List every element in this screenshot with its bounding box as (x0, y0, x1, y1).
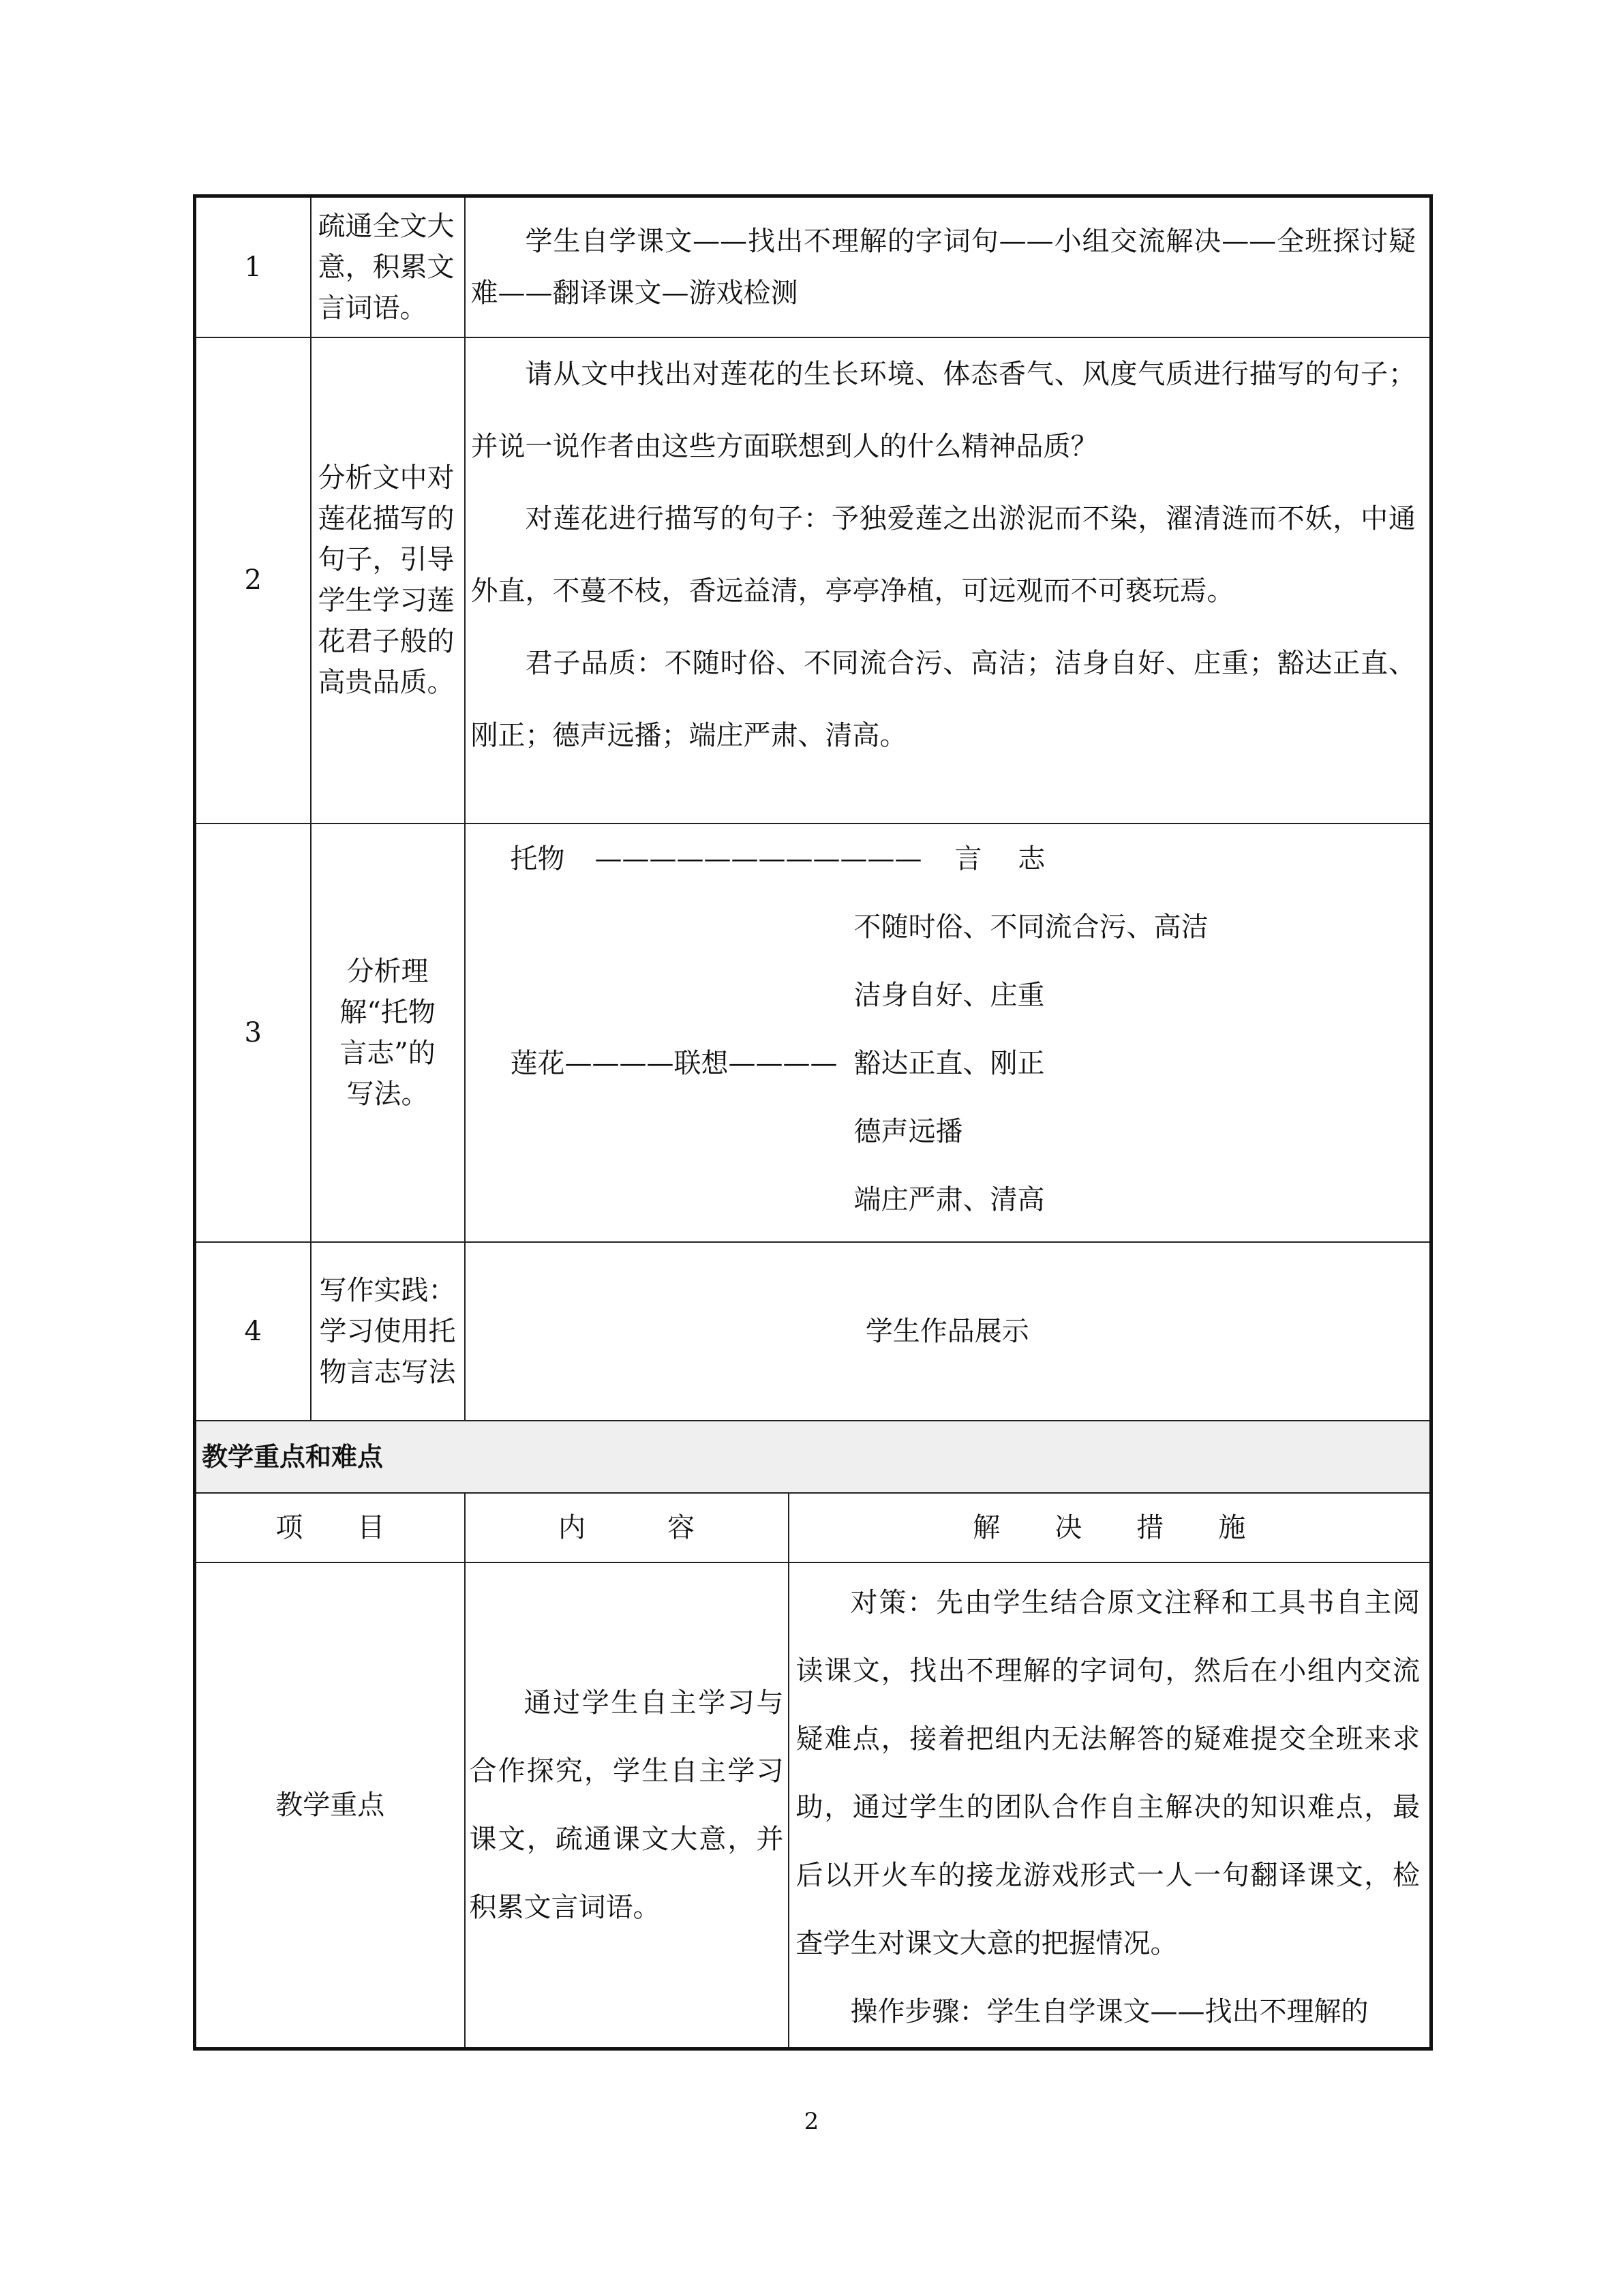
lesson-table (193, 194, 1433, 2051)
content-paragraph: 通过学生自主学习与合作探究，学生自主学习课文，疏通课文大意，并积累文言词语。 (469, 1687, 784, 1923)
measures-paragraph: 操作步骤：学生自学课文——找出不理解的 (850, 1995, 1369, 2027)
section-title: 教学重点和难点 (195, 1421, 1431, 1493)
table-row (195, 1562, 1431, 2049)
section-row (195, 1421, 1431, 1493)
page-number: 2 (804, 2108, 819, 2135)
step-number: 3 (195, 824, 311, 1242)
step-process (465, 824, 1431, 1242)
step-goal: 疏通全文大意，积累文言词语。 (311, 196, 465, 337)
measures-paragraph: 对策：先由学生结合原文注释和工具书自主阅读课文，找出不理解的字词句，然后在小组内交流疑难点，接着把组内无法解答的疑难提交全班来求助，通过学生的团队合作自主解决的知识难点，最后以开火车的接龙游戏形式一人一句翻译课文，检查学生对课文大意的把握情况。 (795, 1586, 1420, 1959)
step-process: 学生作品展示 (465, 1242, 1431, 1421)
step-number: 1 (195, 196, 311, 337)
step-process (465, 196, 1431, 337)
diagram-quality: 端庄严肃、清高 (853, 1184, 1045, 1215)
diagram-quality: 德声远播 (853, 1116, 963, 1147)
process-paragraph: 请从文中找出对莲花的生长环境、体态香气、风度气质进行描写的句子；并说一说作者由这些方面联想到人的什么精神品质？ (470, 358, 1416, 462)
keypoint-content (465, 1562, 789, 2049)
diagram-quality: 不随时俗、不同流合污、高洁 (853, 911, 1209, 943)
keypoint-measures (789, 1562, 1431, 2049)
header-measures: 解 决 措 施 (789, 1493, 1431, 1562)
process-paragraph: 学生自学课文——找出不理解的字词句——小组交流解决——全班探讨疑难——翻译课文—游戏检测 (470, 225, 1416, 309)
step-goal: 分析理解“托物言志”的写法。 (311, 824, 465, 1242)
header-item: 项 目 (195, 1493, 465, 1562)
header-content: 内 容 (465, 1493, 789, 1562)
diagram-quality: 豁达正直、刚正 (853, 1048, 1045, 1079)
diagram-head-dash: ———————————— (594, 843, 922, 875)
table-row (195, 337, 1431, 824)
header-row (195, 1493, 1431, 1562)
keypoint-label: 教学重点 (195, 1562, 465, 2049)
diagram-head-left: 托物 (510, 843, 565, 875)
process-paragraph: 对莲花进行描写的句子：予独爱莲之出淤泥而不染，濯清涟而不妖，中通外直，不蔓不枝，香远益清，亭亭净植，可远观而不可亵玩焉。 (470, 502, 1416, 607)
table-row (195, 824, 1431, 1242)
table-row (195, 1242, 1431, 1421)
metaphor-diagram (466, 825, 1430, 1240)
diagram-lotus-line: 莲花————联想———— (510, 1048, 838, 1079)
table-row (195, 196, 1431, 337)
step-number: 2 (195, 337, 311, 824)
diagram-head-right: 言 志 (954, 843, 1046, 875)
step-goal: 写作实践：学习使用托物言志写法 (311, 1242, 465, 1421)
process-paragraph: 君子品质：不随时俗、不同流合污、高洁；洁身自好、庄重；豁达正直、刚正；德声远播；端庄严肃、清高。 (470, 647, 1416, 751)
step-goal: 分析文中对莲花描写的句子，引导学生学习莲花君子般的高贵品质。 (311, 337, 465, 824)
step-number: 4 (195, 1242, 311, 1421)
step-process (465, 337, 1431, 824)
diagram-quality: 洁身自好、庄重 (853, 980, 1045, 1011)
